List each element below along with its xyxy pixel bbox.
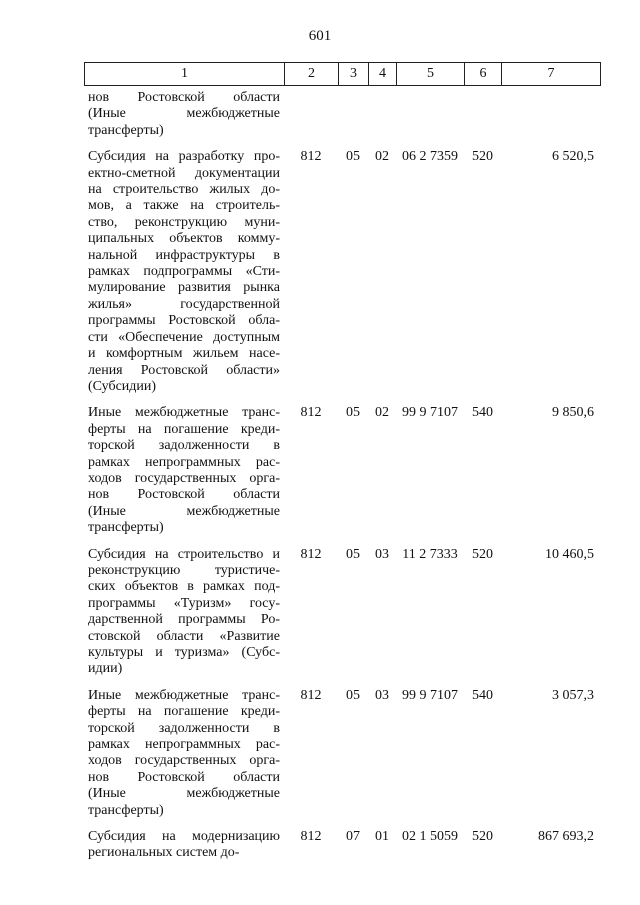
description-line: трансферты) <box>88 520 164 536</box>
description-line: реконструкцию туристиче- <box>88 562 280 578</box>
description-line: региональных систем до- <box>88 845 240 861</box>
target-article-code: 02 1 5059 <box>402 829 458 845</box>
table-row <box>84 405 600 536</box>
column-header-row <box>85 63 601 86</box>
section-code: 07 <box>346 829 360 845</box>
column-header-7: 7 <box>502 63 601 86</box>
expense-type-code: 520 <box>472 829 493 845</box>
description-line: ципальных объектов комму- <box>88 231 280 247</box>
description-line: ферты на погашение креди- <box>88 704 280 720</box>
description-line: ферты на погашение креди- <box>88 421 280 437</box>
column-header-6: 6 <box>465 63 502 86</box>
description-line: торской задолженности в <box>88 720 280 736</box>
target-article-code: 11 2 7333 <box>402 546 458 562</box>
expense-type-code <box>464 90 501 139</box>
description-line: Иные межбюджетные транс- <box>88 405 280 421</box>
subsection-code <box>368 90 396 139</box>
description-line: дарственной программы Ро- <box>88 612 280 628</box>
row-description <box>84 90 284 139</box>
row-description <box>84 688 284 819</box>
description-line: ления Ростовской области» <box>88 362 280 378</box>
expense-type-code: 540 <box>472 687 493 703</box>
section-code: 05 <box>346 687 360 703</box>
description-line: нов Ростовской области <box>88 487 280 503</box>
amount: 3 057,3 <box>552 687 594 703</box>
description-line: Иные межбюджетные транс- <box>88 687 280 703</box>
ministry-code: 812 <box>300 829 322 845</box>
description-line: трансферты) <box>88 802 164 818</box>
column-header-5: 5 <box>397 63 465 86</box>
description-line: рамках непрограммных рас- <box>88 737 280 753</box>
description-line: ектно-сметной документации <box>88 165 280 181</box>
description-line: (Субсидии) <box>88 378 157 394</box>
column-header-table <box>84 62 601 86</box>
table-row <box>84 90 600 139</box>
subsection-code: 02 <box>375 149 389 165</box>
description-line: программы Ростовской обла- <box>88 313 280 329</box>
description-line: мов, а также на строитель- <box>88 198 280 214</box>
description-line: ходов государственных орга- <box>88 753 280 769</box>
table-body <box>84 90 600 872</box>
expense-type-code: 520 <box>472 546 493 562</box>
target-article-code: 99 9 7107 <box>402 687 458 703</box>
ministry-code: 812 <box>300 405 322 421</box>
column-header-2: 2 <box>285 63 339 86</box>
description-line: рамках непрограммных рас- <box>88 454 280 470</box>
row-description <box>84 149 284 395</box>
section-code: 05 <box>346 149 360 165</box>
description-line: нальной инфраструктуры в <box>88 247 280 263</box>
description-line: ходов государственных орга- <box>88 470 280 486</box>
description-line: мулирование развития рынка <box>88 280 280 296</box>
column-header-4: 4 <box>369 63 397 86</box>
row-description <box>84 829 284 862</box>
description-line: Субсидия на модернизацию <box>88 829 280 845</box>
table-row <box>84 547 600 678</box>
description-line: (Иные межбюджетные <box>88 503 280 519</box>
section-code: 05 <box>346 546 360 562</box>
column-header-3: 3 <box>339 63 369 86</box>
description-line: торской задолженности в <box>88 438 280 454</box>
target-article-code: 06 2 7359 <box>402 149 458 165</box>
description-line: культуры и туризма» (Субс- <box>88 645 280 660</box>
amount: 10 460,5 <box>545 546 594 562</box>
amount: 6 520,5 <box>552 149 594 165</box>
subsection-code: 03 <box>375 687 389 703</box>
page-number: 601 <box>308 28 332 44</box>
column-header-1: 1 <box>85 63 285 86</box>
table-row <box>84 149 600 395</box>
description-line: нов Ростовской области <box>88 769 280 785</box>
expense-type-code: 540 <box>472 405 493 421</box>
ministry-code <box>284 90 338 139</box>
ministry-code: 812 <box>300 687 322 703</box>
ministry-code: 812 <box>300 149 322 165</box>
description-line: программы «Туризм» госу- <box>88 595 280 611</box>
section-code: 05 <box>346 405 360 421</box>
description-line: и комфортным жильем насе- <box>88 346 280 362</box>
amount: 9 850,6 <box>552 405 594 421</box>
description-line: идии) <box>88 661 123 677</box>
target-article-code: 99 9 7107 <box>402 405 458 421</box>
description-line: сти «Обеспечение доступным <box>88 329 280 345</box>
description-line: (Иные межбюджетные <box>88 786 280 802</box>
description-line: ских объектов в рамках под- <box>88 579 280 595</box>
table-row <box>84 688 600 819</box>
table-row <box>84 829 600 862</box>
section-code <box>338 90 368 139</box>
description-line: нов Ростовской области <box>88 90 280 105</box>
description-line: стовской области «Развитие <box>88 628 280 644</box>
description-line: жилья» государственной <box>88 296 280 312</box>
row-description <box>84 547 284 678</box>
row-description <box>84 405 284 536</box>
description-line: рамках подпрограммы «Сти- <box>88 264 280 280</box>
subsection-code: 01 <box>375 829 389 845</box>
expense-type-code: 520 <box>472 149 493 165</box>
ministry-code: 812 <box>300 546 322 562</box>
description-line: трансферты) <box>88 122 164 138</box>
description-line: на строительство жилых до- <box>88 182 280 198</box>
target-article-code <box>396 90 464 139</box>
amount <box>501 90 600 139</box>
subsection-code: 03 <box>375 546 389 562</box>
description-line: Субсидия на разработку про- <box>88 149 280 165</box>
description-line: (Иные межбюджетные <box>88 106 280 122</box>
description-line: ство, реконструкцию муни- <box>88 214 280 230</box>
description-line: Субсидия на строительство и <box>88 546 280 562</box>
subsection-code: 02 <box>375 405 389 421</box>
amount: 867 693,2 <box>538 829 594 845</box>
